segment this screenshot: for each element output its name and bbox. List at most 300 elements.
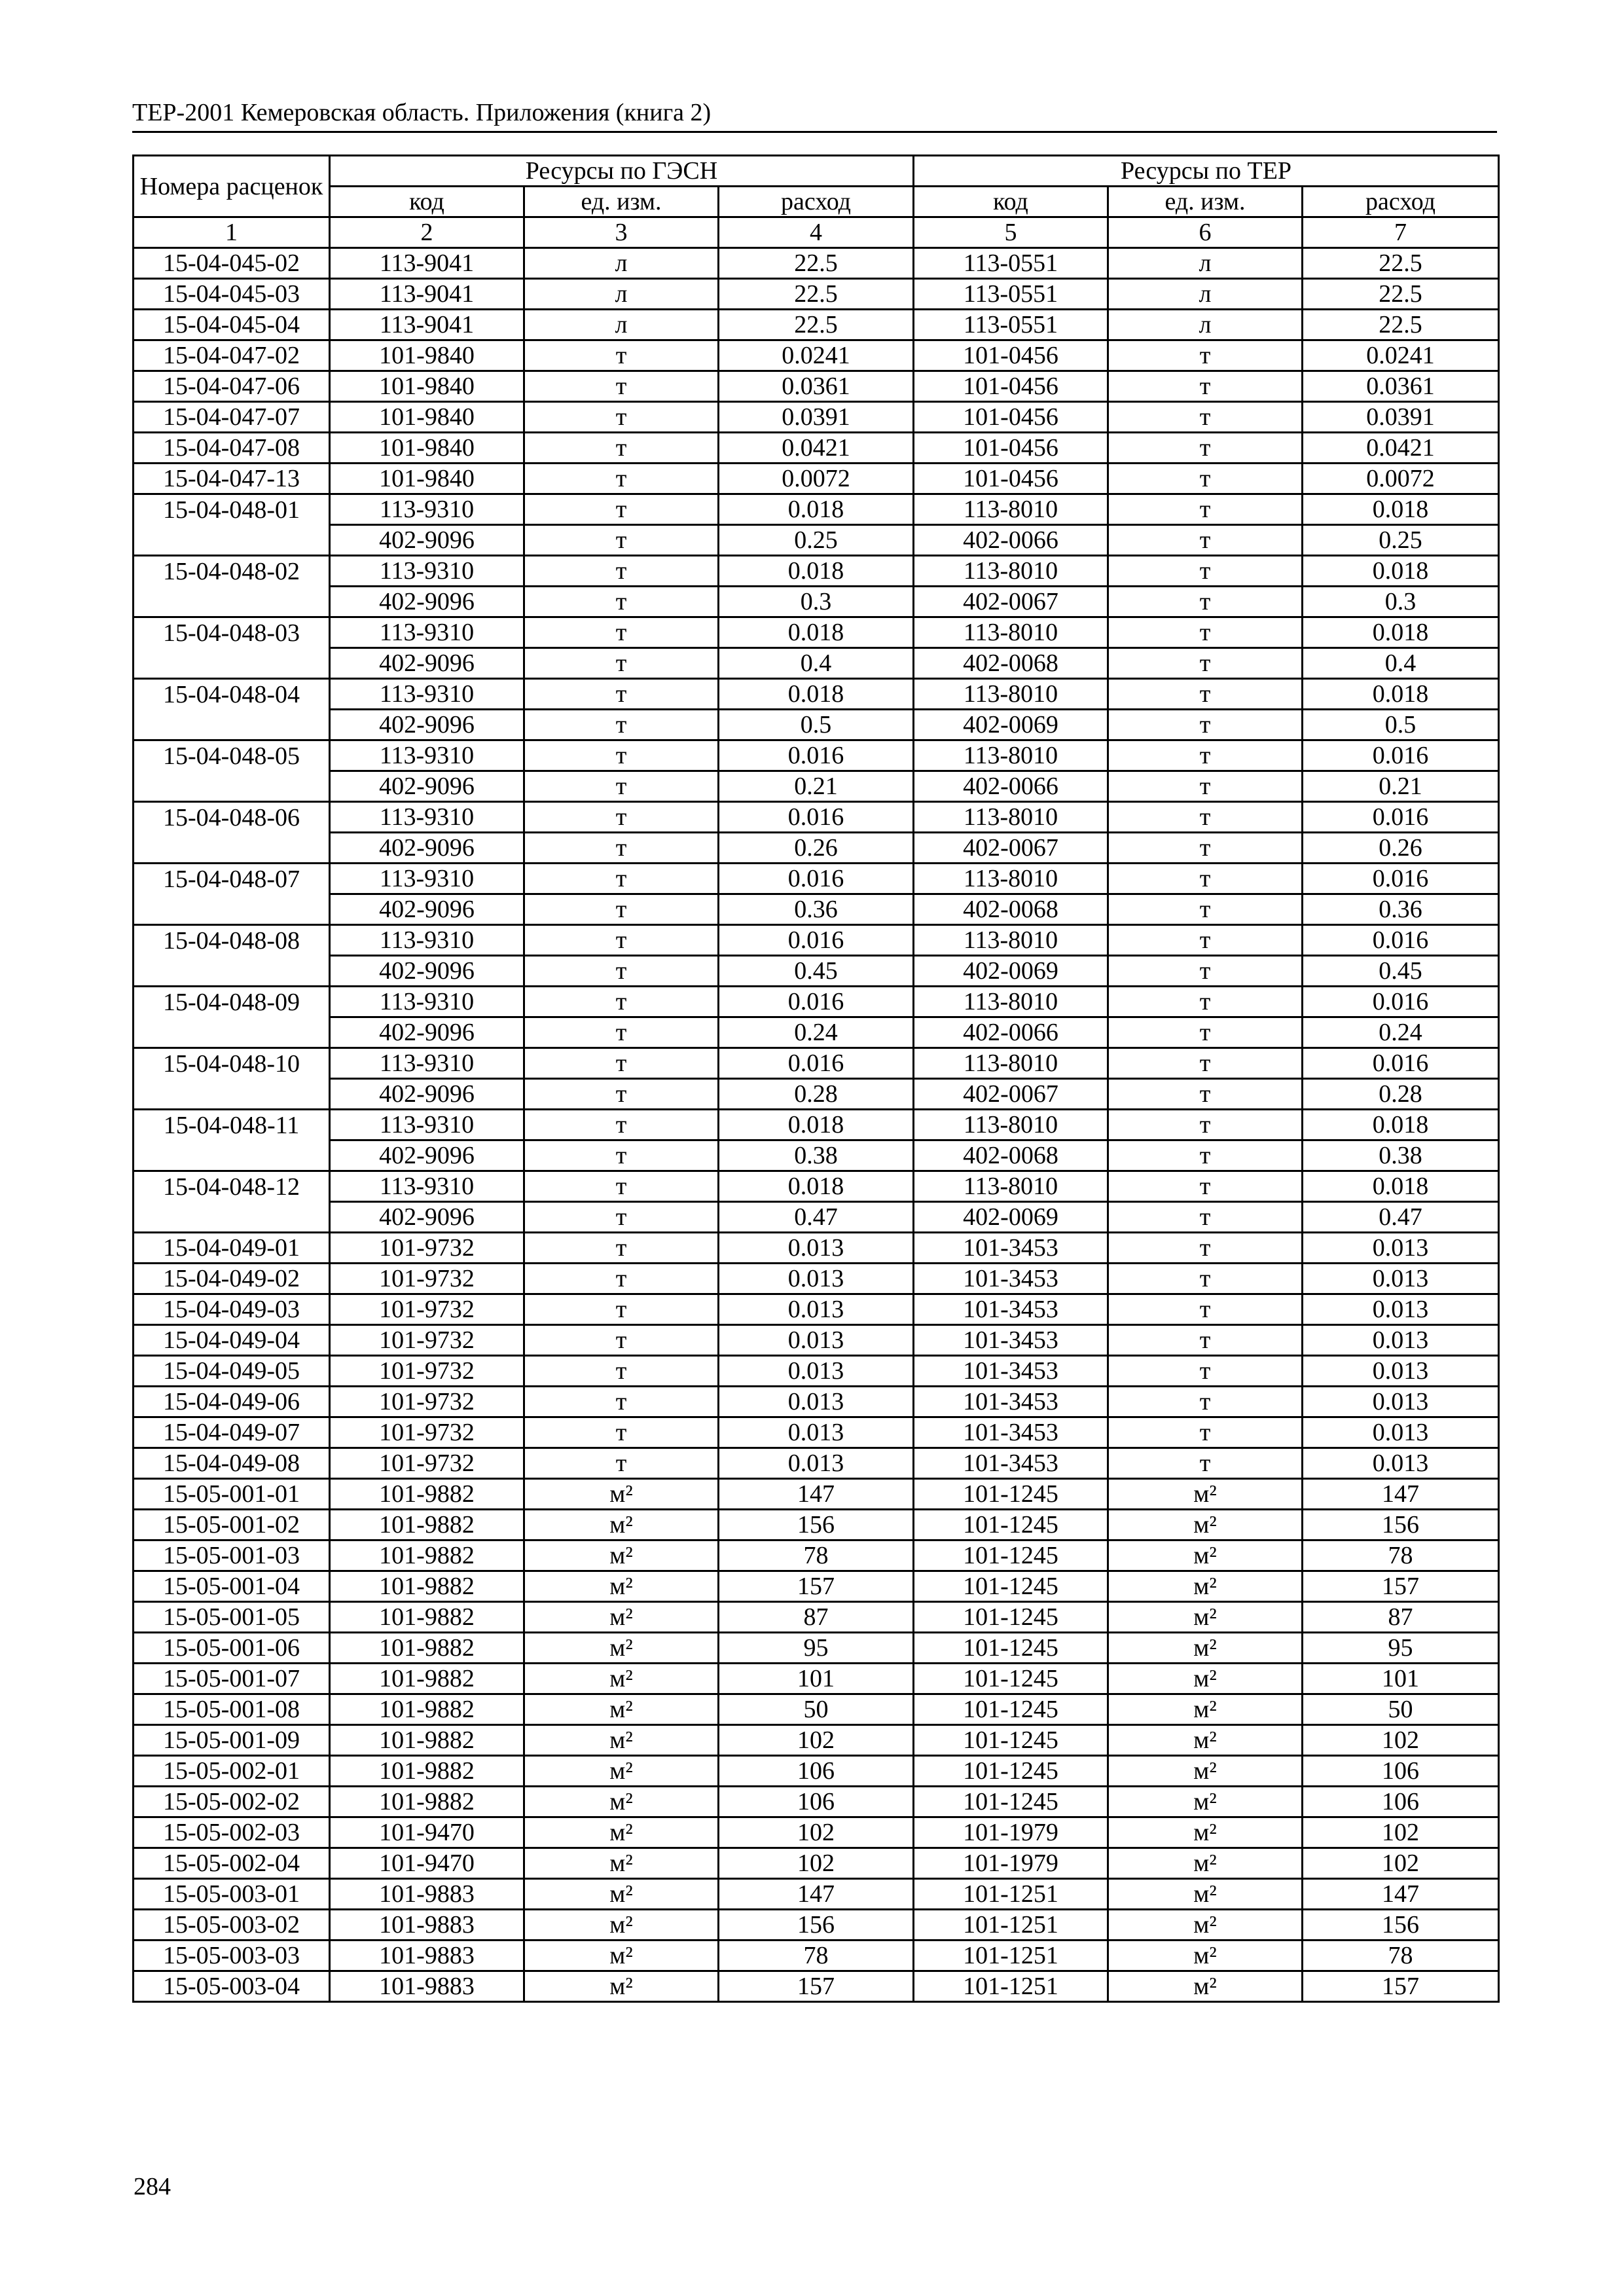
ter-unit-cell: т	[1108, 1387, 1303, 1417]
rate-number-cell	[134, 525, 330, 556]
ter-consumption-cell: 0.016	[1303, 925, 1499, 956]
rate-number-cell: 15-04-048-09	[134, 987, 330, 1017]
rate-number-cell: 15-04-048-10	[134, 1048, 330, 1079]
ter-consumption-cell: 22.5	[1303, 279, 1499, 310]
ter-unit-cell: м²	[1108, 1848, 1303, 1879]
ter-consumption-cell: 0.013	[1303, 1356, 1499, 1387]
ter-unit-cell: т	[1108, 1110, 1303, 1140]
ter-code-cell: 101-1979	[914, 1848, 1108, 1879]
ter-consumption-cell: 0.0241	[1303, 340, 1499, 371]
ter-consumption-cell: 0.28	[1303, 1079, 1499, 1110]
gesn-unit-cell: м²	[524, 1848, 719, 1879]
gesn-unit-cell: т	[524, 1264, 719, 1294]
ter-consumption-cell: 0.013	[1303, 1294, 1499, 1325]
rate-number-cell	[134, 1079, 330, 1110]
gesn-unit-cell: т	[524, 710, 719, 740]
ter-unit-cell: т	[1108, 894, 1303, 925]
gesn-unit-cell: т	[524, 987, 719, 1017]
ter-unit-cell: т	[1108, 740, 1303, 771]
table-row	[134, 1694, 1499, 1725]
table-row	[134, 1233, 1499, 1264]
gesn-consumption-cell: 87	[719, 1602, 914, 1633]
rate-number-cell: 15-05-003-04	[134, 1971, 330, 2002]
gesn-consumption-cell: 0.013	[719, 1356, 914, 1387]
gesn-consumption-cell: 0.018	[719, 556, 914, 587]
ter-code-cell: 402-0069	[914, 1202, 1108, 1233]
gesn-code-cell: 113-9310	[330, 1171, 524, 1202]
table-row	[134, 1017, 1499, 1048]
ter-unit-cell: т	[1108, 679, 1303, 710]
ter-code-cell: 113-8010	[914, 1171, 1108, 1202]
ter-code-cell: 101-1245	[914, 1756, 1108, 1787]
gesn-unit-cell: т	[524, 1417, 719, 1448]
rate-number-cell	[134, 894, 330, 925]
gesn-code-cell: 101-9840	[330, 433, 524, 464]
gesn-code-cell: 101-9883	[330, 1910, 524, 1941]
ter-consumption-cell: 0.5	[1303, 710, 1499, 740]
ter-consumption-cell: 0.0391	[1303, 402, 1499, 433]
table-row	[134, 771, 1499, 802]
rate-number-cell: 15-04-048-04	[134, 679, 330, 710]
ter-unit-cell: т	[1108, 925, 1303, 956]
ter-consumption-cell: 0.018	[1303, 679, 1499, 710]
gesn-unit-cell: т	[524, 894, 719, 925]
ter-code-cell: 402-0068	[914, 894, 1108, 925]
table-row	[134, 679, 1499, 710]
gesn-consumption-cell: 78	[719, 1941, 914, 1971]
ter-consumption-cell: 157	[1303, 1971, 1499, 2002]
rate-number-cell: 15-05-001-05	[134, 1602, 330, 1633]
rate-number-cell: 15-04-047-07	[134, 402, 330, 433]
table-row	[134, 1417, 1499, 1448]
ter-code-cell: 101-1245	[914, 1540, 1108, 1571]
ter-unit-cell: т	[1108, 833, 1303, 864]
ter-consumption-cell: 0.018	[1303, 617, 1499, 648]
ter-unit-cell: т	[1108, 1140, 1303, 1171]
gesn-code-cell: 402-9096	[330, 956, 524, 987]
gesn-code-cell: 113-9310	[330, 802, 524, 833]
gesn-unit-cell: т	[524, 802, 719, 833]
ter-consumption-cell: 156	[1303, 1510, 1499, 1540]
table-row	[134, 248, 1499, 279]
gesn-consumption-cell: 0.016	[719, 987, 914, 1017]
ter-code-cell: 101-3453	[914, 1417, 1108, 1448]
ter-code-cell: 101-0456	[914, 371, 1108, 402]
ter-code-cell: 113-0551	[914, 310, 1108, 340]
rate-number-cell: 15-05-001-07	[134, 1664, 330, 1694]
gesn-code-cell: 101-9883	[330, 1941, 524, 1971]
table-row	[134, 310, 1499, 340]
ter-unit-cell: м²	[1108, 1479, 1303, 1510]
rate-number-cell: 15-04-048-11	[134, 1110, 330, 1140]
ter-unit-cell: т	[1108, 710, 1303, 740]
table-row	[134, 1540, 1499, 1571]
gesn-code-cell: 101-9840	[330, 464, 524, 494]
table-row	[134, 1756, 1499, 1787]
gesn-code-cell: 101-9882	[330, 1510, 524, 1540]
ter-code-cell: 113-8010	[914, 740, 1108, 771]
gesn-unit-cell: л	[524, 248, 719, 279]
ter-consumption-cell: 95	[1303, 1633, 1499, 1664]
ter-code-cell: 113-8010	[914, 556, 1108, 587]
header-gesn-unit: ед. изм.	[524, 187, 719, 217]
ter-code-cell: 101-3453	[914, 1325, 1108, 1356]
rate-number-cell	[134, 956, 330, 987]
gesn-unit-cell: т	[524, 679, 719, 710]
gesn-consumption-cell: 0.013	[719, 1417, 914, 1448]
table-row	[134, 1356, 1499, 1387]
gesn-unit-cell: т	[524, 1171, 719, 1202]
rate-number-cell: 15-04-048-12	[134, 1171, 330, 1202]
rate-number-cell: 15-04-045-04	[134, 310, 330, 340]
gesn-consumption-cell: 0.016	[719, 1048, 914, 1079]
rate-number-cell: 15-04-045-03	[134, 279, 330, 310]
gesn-code-cell: 402-9096	[330, 894, 524, 925]
ter-unit-cell: т	[1108, 1171, 1303, 1202]
ter-consumption-cell: 0.013	[1303, 1325, 1499, 1356]
ter-unit-cell: т	[1108, 802, 1303, 833]
ter-unit-cell: м²	[1108, 1602, 1303, 1633]
ter-consumption-cell: 0.018	[1303, 494, 1499, 525]
ter-unit-cell: т	[1108, 1233, 1303, 1264]
table-row	[134, 494, 1499, 525]
gesn-consumption-cell: 0.28	[719, 1079, 914, 1110]
gesn-code-cell: 101-9732	[330, 1417, 524, 1448]
ter-consumption-cell: 0.38	[1303, 1140, 1499, 1171]
ter-unit-cell: л	[1108, 248, 1303, 279]
gesn-consumption-cell: 0.016	[719, 802, 914, 833]
rate-number-cell	[134, 833, 330, 864]
rate-number-cell: 15-05-001-02	[134, 1510, 330, 1540]
rate-number-cell: 15-05-001-04	[134, 1571, 330, 1602]
column-number: 6	[1108, 217, 1303, 248]
gesn-code-cell: 113-9310	[330, 740, 524, 771]
rate-number-cell: 15-05-001-03	[134, 1540, 330, 1571]
ter-code-cell: 101-3453	[914, 1448, 1108, 1479]
rate-number-cell	[134, 587, 330, 617]
table-row	[134, 1479, 1499, 1510]
ter-unit-cell: м²	[1108, 1817, 1303, 1848]
gesn-code-cell: 402-9096	[330, 771, 524, 802]
gesn-unit-cell: т	[524, 740, 719, 771]
gesn-consumption-cell: 22.5	[719, 279, 914, 310]
gesn-unit-cell: м²	[524, 1479, 719, 1510]
rate-number-cell: 15-04-049-04	[134, 1325, 330, 1356]
gesn-unit-cell: т	[524, 1294, 719, 1325]
gesn-unit-cell: м²	[524, 1540, 719, 1571]
gesn-consumption-cell: 0.018	[719, 1110, 914, 1140]
gesn-unit-cell: м²	[524, 1787, 719, 1817]
ter-unit-cell: м²	[1108, 1910, 1303, 1941]
gesn-code-cell: 113-9310	[330, 864, 524, 894]
gesn-unit-cell: м²	[524, 1664, 719, 1694]
gesn-code-cell: 402-9096	[330, 1202, 524, 1233]
gesn-consumption-cell: 0.0361	[719, 371, 914, 402]
table-header	[134, 156, 1499, 248]
header-ter-consumption: расход	[1303, 187, 1499, 217]
gesn-code-cell: 101-9840	[330, 371, 524, 402]
rate-number-cell	[134, 1017, 330, 1048]
gesn-code-cell: 101-9882	[330, 1479, 524, 1510]
table-row	[134, 1079, 1499, 1110]
gesn-consumption-cell: 0.25	[719, 525, 914, 556]
column-number: 2	[330, 217, 524, 248]
ter-unit-cell: т	[1108, 402, 1303, 433]
ter-code-cell: 101-0456	[914, 402, 1108, 433]
ter-consumption-cell: 102	[1303, 1817, 1499, 1848]
gesn-consumption-cell: 0.013	[719, 1233, 914, 1264]
header-rate-numbers	[134, 156, 330, 217]
gesn-consumption-cell: 0.21	[719, 771, 914, 802]
gesn-code-cell: 113-9310	[330, 556, 524, 587]
column-number: 3	[524, 217, 719, 248]
ter-code-cell: 101-1245	[914, 1571, 1108, 1602]
ter-consumption-cell: 0.018	[1303, 556, 1499, 587]
ter-code-cell: 101-3453	[914, 1356, 1108, 1387]
ter-unit-cell: т	[1108, 648, 1303, 679]
column-number: 1	[134, 217, 330, 248]
table-row	[134, 1571, 1499, 1602]
ter-consumption-cell: 102	[1303, 1848, 1499, 1879]
rate-number-cell: 15-04-049-03	[134, 1294, 330, 1325]
ter-consumption-cell: 0.013	[1303, 1387, 1499, 1417]
rate-number-cell: 15-04-049-06	[134, 1387, 330, 1417]
ter-unit-cell: т	[1108, 494, 1303, 525]
ter-code-cell: 101-1979	[914, 1817, 1108, 1848]
ter-code-cell: 101-1245	[914, 1479, 1108, 1510]
ter-consumption-cell: 0.013	[1303, 1448, 1499, 1479]
table-row	[134, 1325, 1499, 1356]
gesn-unit-cell: т	[524, 556, 719, 587]
ter-consumption-cell: 156	[1303, 1910, 1499, 1941]
gesn-unit-cell: т	[524, 587, 719, 617]
gesn-unit-cell: м²	[524, 1571, 719, 1602]
gesn-consumption-cell: 0.0072	[719, 464, 914, 494]
gesn-code-cell: 101-9732	[330, 1294, 524, 1325]
rate-number-cell: 15-04-048-06	[134, 802, 330, 833]
gesn-consumption-cell: 102	[719, 1817, 914, 1848]
table-row	[134, 987, 1499, 1017]
gesn-unit-cell: т	[524, 1325, 719, 1356]
gesn-code-cell: 402-9096	[330, 587, 524, 617]
ter-code-cell: 402-0068	[914, 1140, 1108, 1171]
ter-code-cell: 113-8010	[914, 494, 1108, 525]
ter-consumption-cell: 0.3	[1303, 587, 1499, 617]
gesn-code-cell: 113-9041	[330, 279, 524, 310]
ter-unit-cell: т	[1108, 433, 1303, 464]
gesn-consumption-cell: 0.018	[719, 494, 914, 525]
ter-consumption-cell: 0.018	[1303, 1171, 1499, 1202]
table-row	[134, 648, 1499, 679]
gesn-unit-cell: м²	[524, 1879, 719, 1910]
ter-unit-cell: м²	[1108, 1879, 1303, 1910]
ter-consumption-cell: 78	[1303, 1540, 1499, 1571]
table-row	[134, 617, 1499, 648]
gesn-code-cell: 101-9732	[330, 1233, 524, 1264]
gesn-unit-cell: т	[524, 525, 719, 556]
gesn-consumption-cell: 95	[719, 1633, 914, 1664]
ter-code-cell: 101-3453	[914, 1264, 1108, 1294]
gesn-unit-cell: т	[524, 1448, 719, 1479]
rate-number-cell: 15-05-001-06	[134, 1633, 330, 1664]
ter-consumption-cell: 0.016	[1303, 740, 1499, 771]
ter-code-cell: 113-8010	[914, 987, 1108, 1017]
ter-consumption-cell: 106	[1303, 1756, 1499, 1787]
gesn-unit-cell: т	[524, 771, 719, 802]
gesn-unit-cell: т	[524, 1387, 719, 1417]
gesn-consumption-cell: 156	[719, 1910, 914, 1941]
rate-number-cell: 15-04-049-08	[134, 1448, 330, 1479]
ter-code-cell: 101-1251	[914, 1971, 1108, 2002]
rate-number-cell: 15-04-048-08	[134, 925, 330, 956]
gesn-consumption-cell: 0.36	[719, 894, 914, 925]
ter-code-cell: 402-0067	[914, 587, 1108, 617]
header-gesn-code: код	[330, 187, 524, 217]
ter-code-cell: 402-0067	[914, 833, 1108, 864]
ter-code-cell: 101-1245	[914, 1725, 1108, 1756]
gesn-consumption-cell: 102	[719, 1848, 914, 1879]
gesn-consumption-cell: 0.016	[719, 925, 914, 956]
table-row	[134, 740, 1499, 771]
gesn-unit-cell: л	[524, 310, 719, 340]
ter-unit-cell: м²	[1108, 1725, 1303, 1756]
gesn-consumption-cell: 0.4	[719, 648, 914, 679]
gesn-unit-cell: м²	[524, 1633, 719, 1664]
ter-unit-cell: т	[1108, 371, 1303, 402]
gesn-unit-cell: т	[524, 956, 719, 987]
rate-number-cell: 15-05-003-03	[134, 1941, 330, 1971]
gesn-unit-cell: т	[524, 617, 719, 648]
rate-number-cell	[134, 710, 330, 740]
ter-code-cell: 101-1251	[914, 1879, 1108, 1910]
ter-consumption-cell: 0.45	[1303, 956, 1499, 987]
header-ter-code: код	[914, 187, 1108, 217]
column-number: 5	[914, 217, 1108, 248]
table-row	[134, 556, 1499, 587]
ter-code-cell: 113-8010	[914, 617, 1108, 648]
ter-unit-cell: т	[1108, 617, 1303, 648]
rate-number-cell: 15-04-049-02	[134, 1264, 330, 1294]
gesn-unit-cell: м²	[524, 1756, 719, 1787]
gesn-code-cell: 101-9882	[330, 1571, 524, 1602]
ter-consumption-cell: 87	[1303, 1602, 1499, 1633]
ter-unit-cell: т	[1108, 1017, 1303, 1048]
gesn-code-cell: 101-9882	[330, 1694, 524, 1725]
gesn-code-cell: 101-9470	[330, 1848, 524, 1879]
ter-consumption-cell: 0.0072	[1303, 464, 1499, 494]
rate-number-cell: 15-05-001-09	[134, 1725, 330, 1756]
ter-unit-cell: м²	[1108, 1971, 1303, 2002]
ter-code-cell: 113-0551	[914, 248, 1108, 279]
gesn-consumption-cell: 0.24	[719, 1017, 914, 1048]
ter-code-cell: 101-0456	[914, 464, 1108, 494]
rate-number-cell: 15-04-048-01	[134, 494, 330, 525]
gesn-code-cell: 113-9041	[330, 310, 524, 340]
ter-code-cell: 402-0066	[914, 1017, 1108, 1048]
ter-consumption-cell: 0.47	[1303, 1202, 1499, 1233]
rate-number-cell: 15-04-048-07	[134, 864, 330, 894]
gesn-code-cell: 113-9310	[330, 925, 524, 956]
gesn-consumption-cell: 0.45	[719, 956, 914, 987]
gesn-unit-cell: т	[524, 648, 719, 679]
rate-number-cell: 15-04-047-13	[134, 464, 330, 494]
gesn-unit-cell: т	[524, 925, 719, 956]
gesn-unit-cell: м²	[524, 1725, 719, 1756]
ter-unit-cell: м²	[1108, 1664, 1303, 1694]
ter-consumption-cell: 22.5	[1303, 248, 1499, 279]
table-row	[134, 1817, 1499, 1848]
gesn-consumption-cell: 157	[719, 1971, 914, 2002]
table-body	[134, 248, 1499, 2002]
gesn-code-cell: 402-9096	[330, 1079, 524, 1110]
page-header	[132, 97, 1497, 133]
table-row	[134, 1848, 1499, 1879]
gesn-unit-cell: т	[524, 494, 719, 525]
gesn-code-cell: 101-9732	[330, 1264, 524, 1294]
header-row-numbers	[134, 217, 1499, 248]
ter-code-cell: 101-3453	[914, 1294, 1108, 1325]
ter-consumption-cell: 0.018	[1303, 1110, 1499, 1140]
rate-number-cell: 15-04-047-06	[134, 371, 330, 402]
gesn-consumption-cell: 102	[719, 1725, 914, 1756]
ter-unit-cell: т	[1108, 464, 1303, 494]
gesn-unit-cell: т	[524, 1079, 719, 1110]
gesn-consumption-cell: 0.38	[719, 1140, 914, 1171]
ter-code-cell: 402-0069	[914, 710, 1108, 740]
gesn-consumption-cell: 0.018	[719, 617, 914, 648]
ter-code-cell: 101-3453	[914, 1233, 1108, 1264]
gesn-code-cell: 101-9882	[330, 1540, 524, 1571]
gesn-consumption-cell: 106	[719, 1787, 914, 1817]
table-row	[134, 1787, 1499, 1817]
ter-code-cell: 113-8010	[914, 802, 1108, 833]
gesn-code-cell: 402-9096	[330, 525, 524, 556]
gesn-consumption-cell: 78	[719, 1540, 914, 1571]
rate-number-cell	[134, 1140, 330, 1171]
gesn-unit-cell: т	[524, 464, 719, 494]
ter-unit-cell: т	[1108, 1356, 1303, 1387]
gesn-code-cell: 113-9310	[330, 1048, 524, 1079]
ter-code-cell: 402-0068	[914, 648, 1108, 679]
gesn-consumption-cell: 22.5	[719, 248, 914, 279]
ter-consumption-cell: 78	[1303, 1941, 1499, 1971]
gesn-consumption-cell: 0.018	[719, 679, 914, 710]
gesn-unit-cell: т	[524, 402, 719, 433]
gesn-consumption-cell: 147	[719, 1879, 914, 1910]
ter-consumption-cell: 0.21	[1303, 771, 1499, 802]
ter-unit-cell: т	[1108, 340, 1303, 371]
ter-code-cell: 101-1245	[914, 1694, 1108, 1725]
rate-number-cell: 15-04-048-03	[134, 617, 330, 648]
ter-consumption-cell: 0.0421	[1303, 433, 1499, 464]
gesn-code-cell: 402-9096	[330, 1017, 524, 1048]
ter-consumption-cell: 0.4	[1303, 648, 1499, 679]
gesn-code-cell: 402-9096	[330, 648, 524, 679]
gesn-code-cell: 101-9883	[330, 1879, 524, 1910]
header-ter-group: Ресурсы по ТЕР	[914, 156, 1499, 187]
gesn-consumption-cell: 147	[719, 1479, 914, 1510]
ter-code-cell: 101-0456	[914, 433, 1108, 464]
gesn-consumption-cell: 0.018	[719, 1171, 914, 1202]
gesn-code-cell: 101-9883	[330, 1971, 524, 2002]
gesn-consumption-cell: 0.0421	[719, 433, 914, 464]
gesn-consumption-cell: 0.013	[719, 1387, 914, 1417]
gesn-unit-cell: т	[524, 1202, 719, 1233]
gesn-consumption-cell: 0.26	[719, 833, 914, 864]
page-number: 284	[134, 2173, 171, 2200]
gesn-consumption-cell: 0.0241	[719, 340, 914, 371]
header-gesn-group: Ресурсы по ГЭСН	[330, 156, 914, 187]
